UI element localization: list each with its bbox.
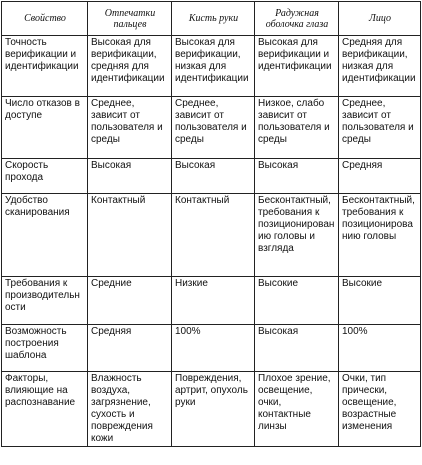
row-label-accuracy: Точность верификации и идентификации <box>2 36 88 97</box>
table-cell: Бесконтактный, требования к позиционированию головы и взгляда <box>255 194 339 277</box>
table-row <box>2 194 421 277</box>
table-cell: Влажность воздуха, загрязнение, сухость и повреждения кожи <box>88 372 172 447</box>
table-cell: Повреждения, артрит, опухоль руки <box>172 372 255 447</box>
table-cell: Низкие <box>172 277 255 325</box>
header-iris: Радужная оболочка глаза <box>255 2 339 36</box>
biometrics-comparison-table <box>1 1 421 447</box>
table-cell: Высокие <box>339 277 421 325</box>
table-row <box>2 97 421 159</box>
row-label-template: Возможность построения шаблона <box>2 325 88 372</box>
table-cell: Высокая для верификации, низкая для идентификации <box>172 36 255 97</box>
table-cell: Среднее, зависит от пользователя и среды <box>339 97 421 159</box>
table-row <box>2 372 421 447</box>
table-cell: 100% <box>172 325 255 372</box>
table-cell: Высокая <box>172 159 255 194</box>
header-fingerprints: Отпечатки пальцев <box>88 2 172 36</box>
table-cell: Средняя <box>339 159 421 194</box>
table-row <box>2 277 421 325</box>
table-cell: 100% <box>339 325 421 372</box>
row-label-convenience: Удобство сканирования <box>2 194 88 277</box>
table-cell: Контактный <box>88 194 172 277</box>
table-cell: Среднее, зависит от пользователя и среды <box>88 97 172 159</box>
table-header-row <box>2 2 421 36</box>
table-cell: Средняя для верификации, низкая для идентификации <box>339 36 421 97</box>
table-cell: Высокие <box>255 277 339 325</box>
table-cell: Контактный <box>172 194 255 277</box>
table-row <box>2 325 421 372</box>
row-label-speed: Скорость прохода <box>2 159 88 194</box>
table-cell: Низкое, слабо зависит от пользователя и среды <box>255 97 339 159</box>
header-face: Лицо <box>339 2 421 36</box>
table-cell: Высокая для верификации, средняя для идентификации <box>88 36 172 97</box>
table-row <box>2 159 421 194</box>
row-label-factors: Факторы, влияющие на распознавание <box>2 372 88 447</box>
table-cell: Средние <box>88 277 172 325</box>
table-cell: Высокая <box>255 159 339 194</box>
table-cell: Плохое зрение, освещение, очки, контактные линзы <box>255 372 339 447</box>
table-cell: Высокая <box>88 159 172 194</box>
row-label-rejections: Число отказов в доступе <box>2 97 88 159</box>
table-row <box>2 36 421 97</box>
header-property: Свойство <box>2 2 88 36</box>
table-cell: Средняя <box>88 325 172 372</box>
table-cell: Высокая для верификации и идентификации <box>255 36 339 97</box>
table-cell: Высокая <box>255 325 339 372</box>
header-hand: Кисть руки <box>172 2 255 36</box>
table-cell: Бесконтактный, требования к позиционированию головы <box>339 194 421 277</box>
table-cell: Очки, тип прически, освещение, возрастные изменения <box>339 372 421 447</box>
table-cell: Среднее, зависит от пользователя и среды <box>172 97 255 159</box>
row-label-performance: Требования к производительности <box>2 277 88 325</box>
